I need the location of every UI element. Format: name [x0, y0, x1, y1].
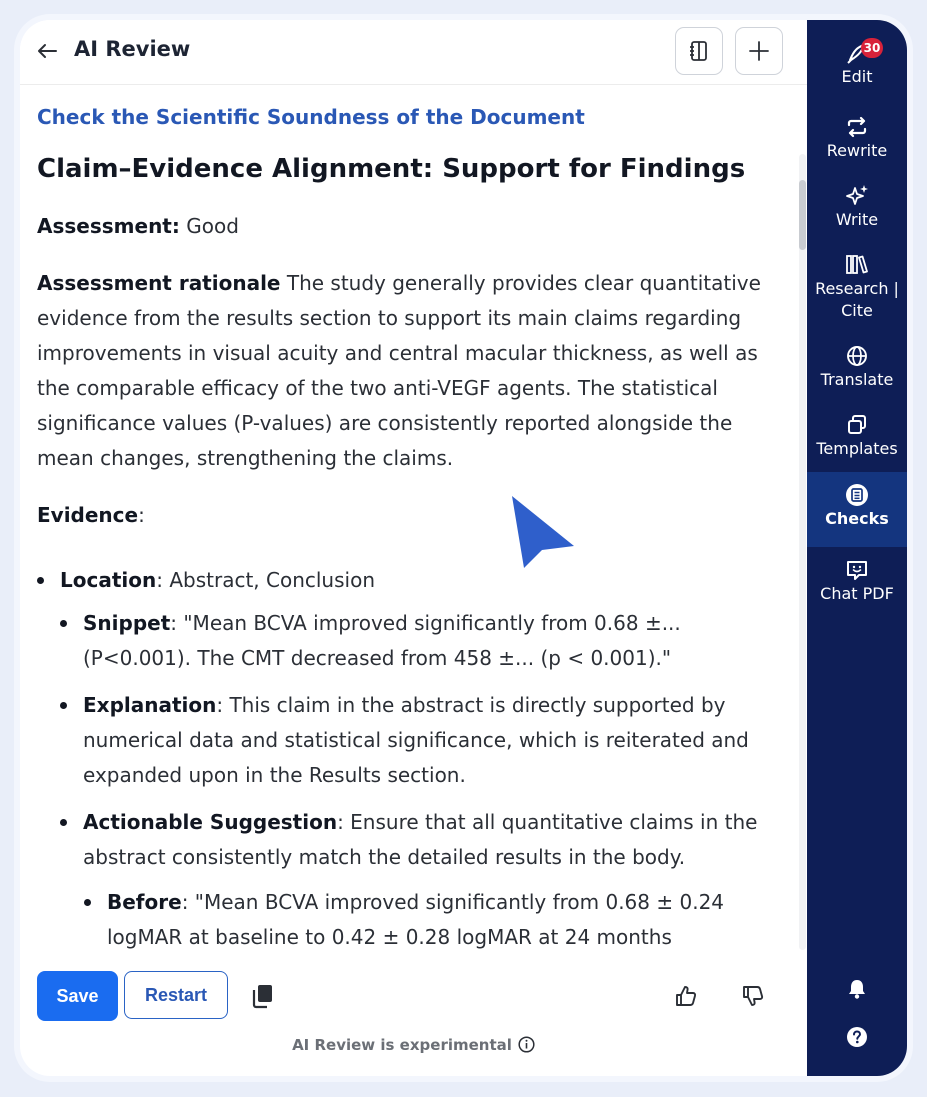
review-content[interactable]: [37, 98, 787, 966]
help-icon[interactable]: [846, 1026, 868, 1048]
thumbs-down-icon[interactable]: [741, 984, 765, 1008]
experimental-text: AI Review is experimental: [292, 1036, 512, 1054]
sidebar-item-label: Translate: [820, 370, 894, 389]
sparkle-icon: [844, 183, 870, 209]
bell-icon[interactable]: [846, 978, 868, 1000]
rewrite-arrows-icon: [844, 114, 870, 140]
sidebar-item-label: Write: [835, 210, 879, 229]
sidebar-item-label: Research |: [815, 279, 899, 298]
location-value: : Abstract, Conclusion: [156, 568, 375, 592]
sidebar-item-rewrite[interactable]: [807, 114, 907, 164]
before-label: Before: [107, 890, 182, 914]
sidebar-item-checks[interactable]: [807, 472, 907, 547]
notebook-button[interactable]: [675, 27, 723, 75]
sidebar-item-label-line2: Cite: [841, 301, 873, 320]
sidebar-item-chat-pdf[interactable]: [807, 557, 907, 607]
snippet-label: Snippet: [83, 611, 171, 635]
experimental-note: [20, 1036, 807, 1054]
sidebar-item-edit[interactable]: [807, 40, 907, 96]
sidebar-item-label: Chat PDF: [820, 584, 894, 603]
panel-header: [20, 20, 807, 85]
snippet-value: : "Mean BCVA improved significantly from 0.68 ±... (P<0.001). The CMT decreased from 458 ±... (p < 0.001).": [83, 611, 681, 670]
back-arrow-icon[interactable]: [34, 38, 60, 64]
tool-sidebar: [807, 20, 907, 1076]
ai-review-panel: [20, 20, 907, 1076]
assessment-rationale: [37, 266, 787, 476]
rationale-label: Assessment rationale: [37, 271, 281, 295]
list-item-location: [37, 563, 787, 598]
sidebar-item-translate[interactable]: [807, 343, 907, 393]
scrollbar-track[interactable]: [799, 154, 806, 950]
before-value: : "Mean BCVA improved significantly from 0.68 ± 0.24 logMAR at baseline to 0.42 ± 0.28 logMAR at 24 months: [107, 890, 725, 949]
explanation-value: : This claim in the abstract is directly supported by numerical data and statistical significance, which is reiterated and expanded upon in the Results section.: [83, 693, 749, 787]
rationale-text: The study generally provides clear quantitative evidence from the results section to support its main claims regarding improvements in visual acuity and central macular thickness, as well as the comparable efficacy of the two anti-VEGF agents. The statistical significance values (P-values) are consistently reported alongside the mean changes, strengthening the claims.: [37, 271, 761, 470]
evidence-label: Evidence: [37, 503, 139, 527]
sidebar-item-write[interactable]: [807, 183, 907, 233]
templates-icon: [844, 412, 870, 438]
location-label: Location: [60, 568, 157, 592]
copy-icon[interactable]: [250, 983, 276, 1009]
new-review-button[interactable]: [735, 27, 783, 75]
suggestion-label: Actionable Suggestion: [83, 810, 338, 834]
sidebar-item-label: Rewrite: [826, 141, 888, 160]
sidebar-item-label: Edit: [841, 67, 873, 86]
sidebar-item-label: Checks: [825, 509, 889, 528]
review-heading: Claim–Evidence Alignment: Support for Findings: [37, 154, 746, 184]
sidebar-item-templates[interactable]: [807, 412, 907, 462]
sidebar-item-research-cite[interactable]: [807, 252, 907, 324]
evidence-list: [37, 563, 787, 955]
save-button[interactable]: Save: [37, 971, 118, 1021]
cursor-arrow-icon: [508, 490, 578, 570]
chat-icon: [844, 557, 870, 583]
sidebar-item-label: Templates: [816, 439, 898, 458]
suggestion-value: : Ensure that all quantitative claims in the abstract consistently match the detailed results in the body.: [83, 810, 758, 869]
assessment-line: [37, 209, 787, 244]
books-icon: [844, 252, 870, 278]
plus-icon: [747, 39, 771, 63]
explanation-label: Explanation: [83, 693, 217, 717]
notification-badge: 30: [861, 38, 883, 58]
info-icon[interactable]: [518, 1036, 535, 1053]
list-item-before: [37, 885, 787, 955]
list-item-snippet: [37, 606, 787, 676]
list-item-suggestion: [37, 805, 787, 875]
scrollbar-thumb[interactable]: [799, 180, 806, 250]
checklist-icon: [844, 482, 870, 508]
section-title: Check the Scientific Soundness of the Document: [37, 105, 585, 129]
evidence-colon: :: [138, 503, 145, 527]
notebook-icon: [687, 39, 711, 63]
assessment-value: Good: [179, 214, 239, 238]
evidence-heading: [37, 498, 787, 533]
list-item-explanation: [37, 688, 787, 793]
assessment-label: Assessment:: [37, 214, 180, 238]
restart-button[interactable]: Restart: [124, 971, 228, 1019]
page-title: AI Review: [74, 37, 191, 61]
globe-icon: [844, 343, 870, 369]
thumbs-up-icon[interactable]: [674, 984, 698, 1008]
